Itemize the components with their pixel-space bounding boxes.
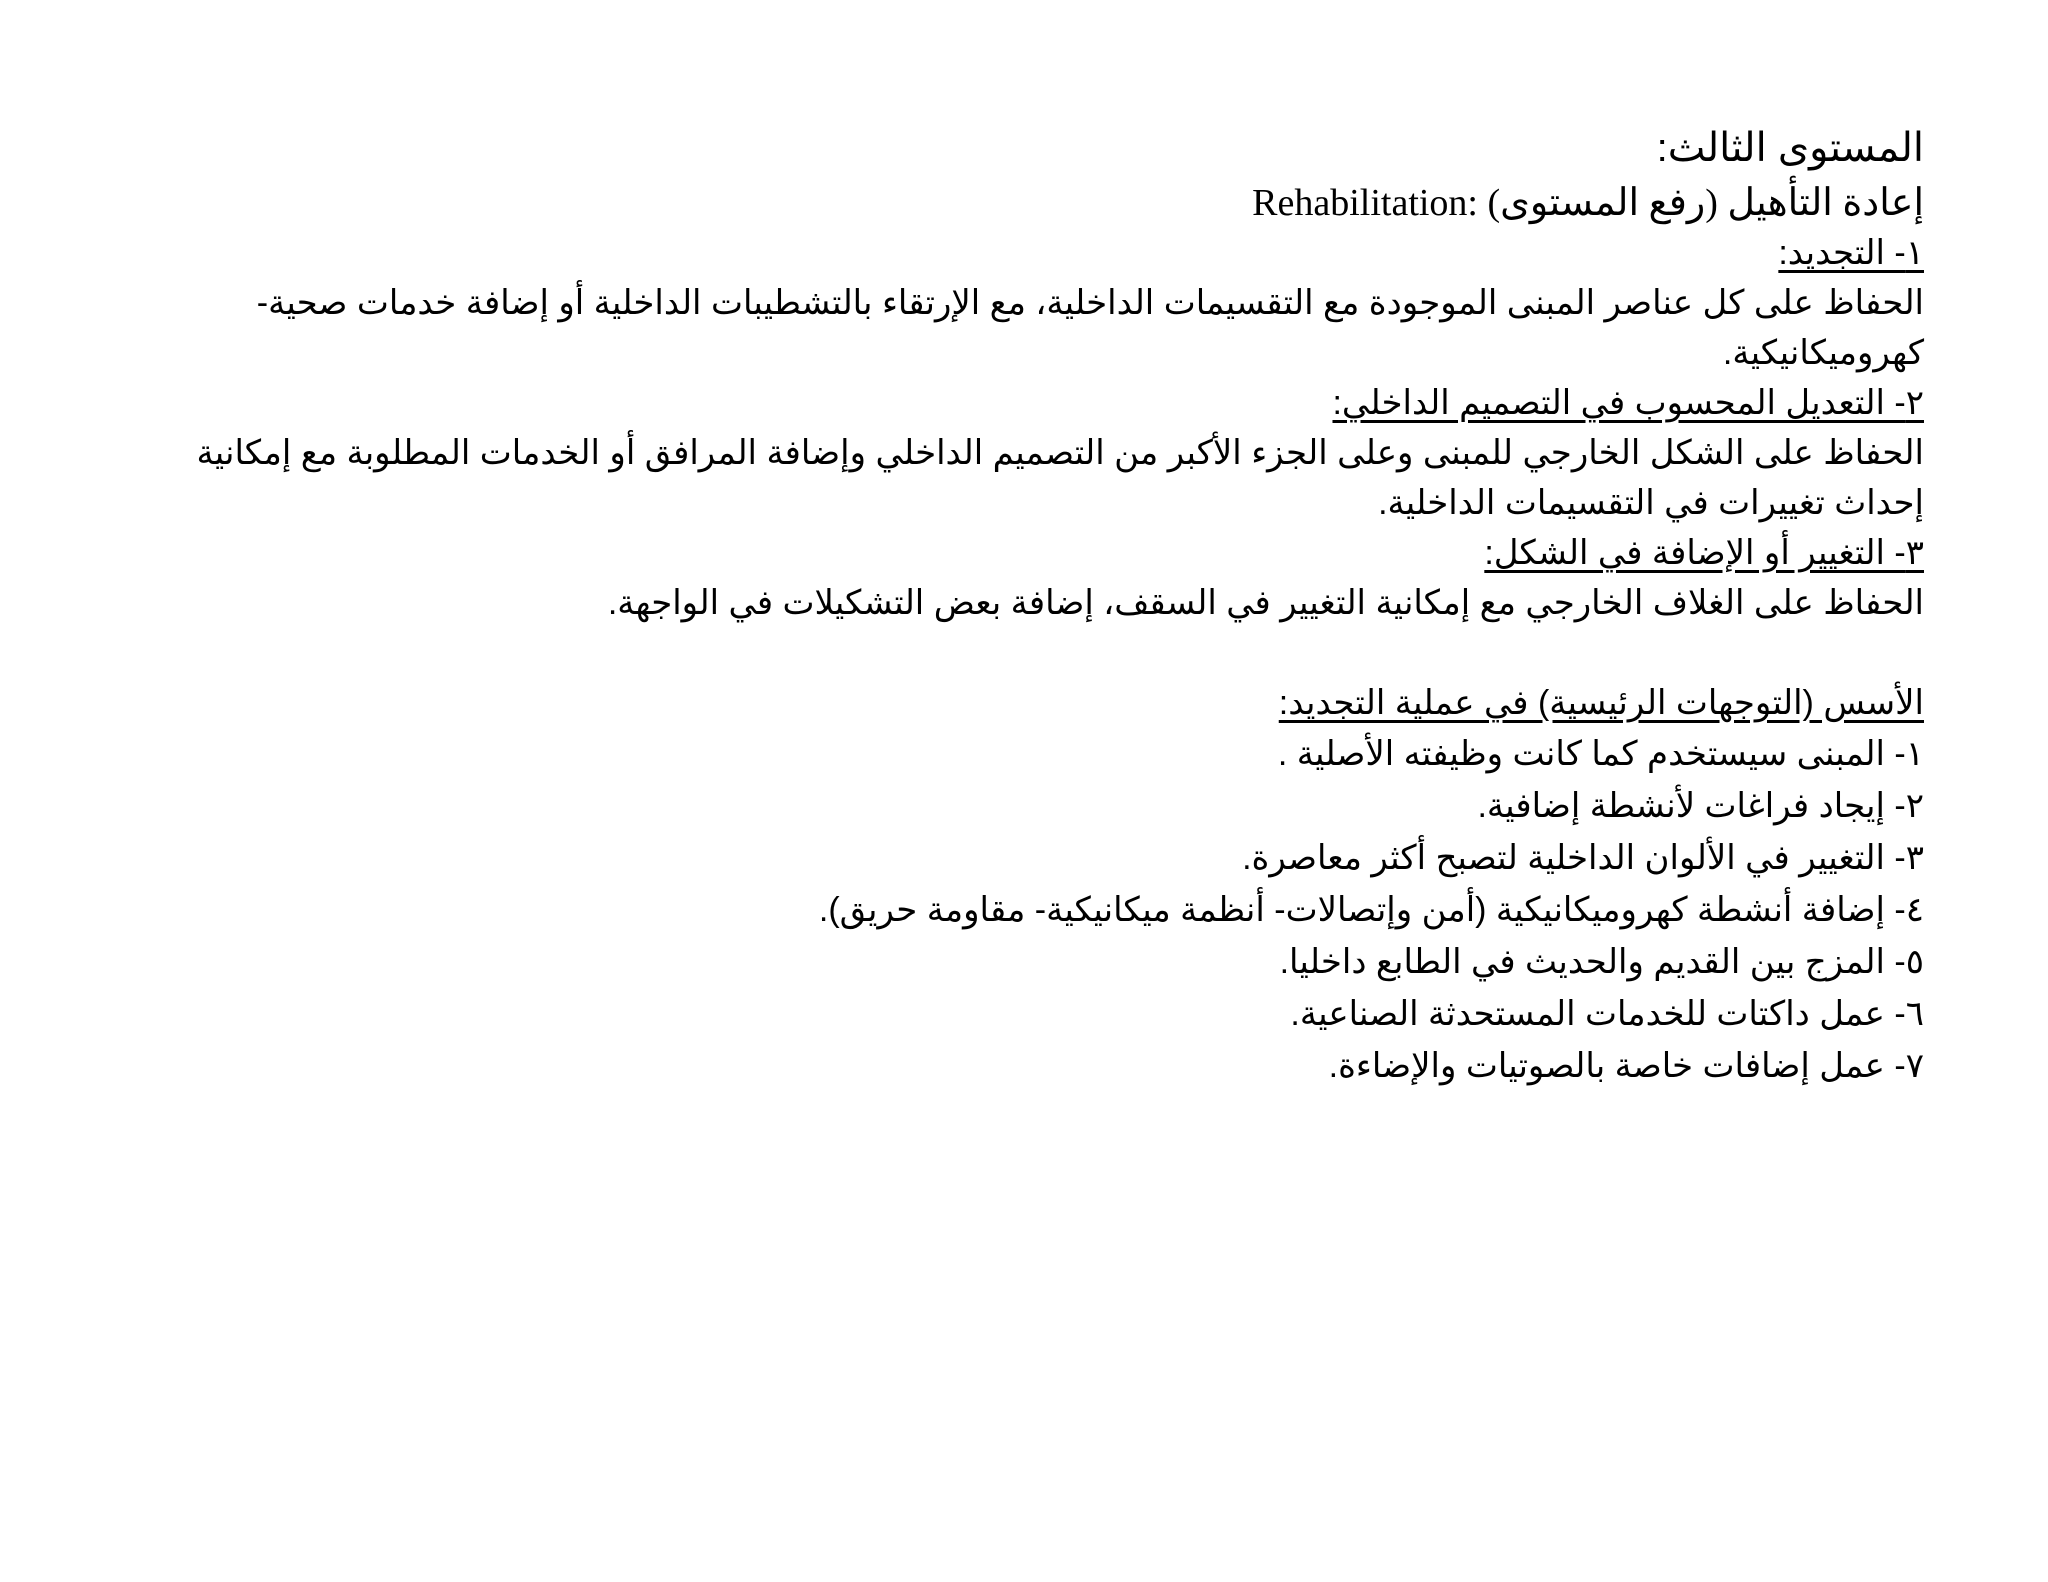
section-heading: ٣- التغيير أو الإضافة في الشكل: — [1484, 534, 1924, 572]
list-item: ٦- عمل داكتات للخدمات المستحدثة الصناعية. — [1290, 995, 1924, 1033]
section-body: الحفاظ على الغلاف الخارجي مع إمكانية التغيير في السقف، إضافة بعض التشكيلات في الواجهة. — [607, 584, 1924, 622]
section-heading: ٢- التعديل المحسوب في التصميم الداخلي: — [1332, 384, 1924, 422]
spacer — [104, 628, 1924, 678]
section-renovation — [104, 228, 1924, 378]
page-title: المستوى الثالث: — [1656, 126, 1924, 170]
list-item: ١- المبنى سيستخدم كما كانت وظيفته الأصلية . — [1277, 735, 1924, 773]
list-item: ٢- إيجاد فراغات لأنشطة إضافية. — [1477, 787, 1924, 825]
section-body: الحفاظ على كل عناصر المبنى الموجودة مع التقسيمات الداخلية، مع الإرتقاء بالتشطيبات الداخلية أو إضافة خدمات صحية- كهروميكانيكية. — [256, 284, 1924, 372]
list-item: ٣- التغيير في الألوان الداخلية لتصبح أكثر معاصرة. — [1242, 839, 1924, 877]
document-content — [104, 122, 1924, 1092]
section-interior-modification — [104, 378, 1924, 528]
section-body: الحفاظ على الشكل الخارجي للمبنى وعلى الجزء الأكبر من التصميم الداخلي وإضافة المرافق أو الخدمات المطلوبة مع إمكانية إحداث تغييرات في التقسيمات الداخلية. — [196, 434, 1924, 522]
list-item: ٥- المزج بين القديم والحديث في الطابع داخليا. — [1279, 943, 1924, 981]
principles-list — [104, 728, 1924, 1092]
principles-heading: الأسس (التوجهات الرئيسية) في عملية التجديد: — [1278, 684, 1924, 722]
list-item: ٤- إضافة أنشطة كهروميكانيكية (أمن وإتصالات- أنظمة ميكانيكية- مقاومة حريق). — [818, 891, 1924, 929]
list-item: ٧- عمل إضافات خاصة بالصوتيات والإضاءة. — [1328, 1047, 1924, 1085]
subtitle — [104, 178, 1924, 228]
subtitle-latin: Rehabilitation: — [1252, 182, 1478, 224]
subtitle-arabic: إعادة التأهيل (رفع المستوى) — [1487, 182, 1924, 224]
section-form-change — [104, 528, 1924, 628]
section-heading: ١- التجديد: — [1778, 234, 1924, 272]
